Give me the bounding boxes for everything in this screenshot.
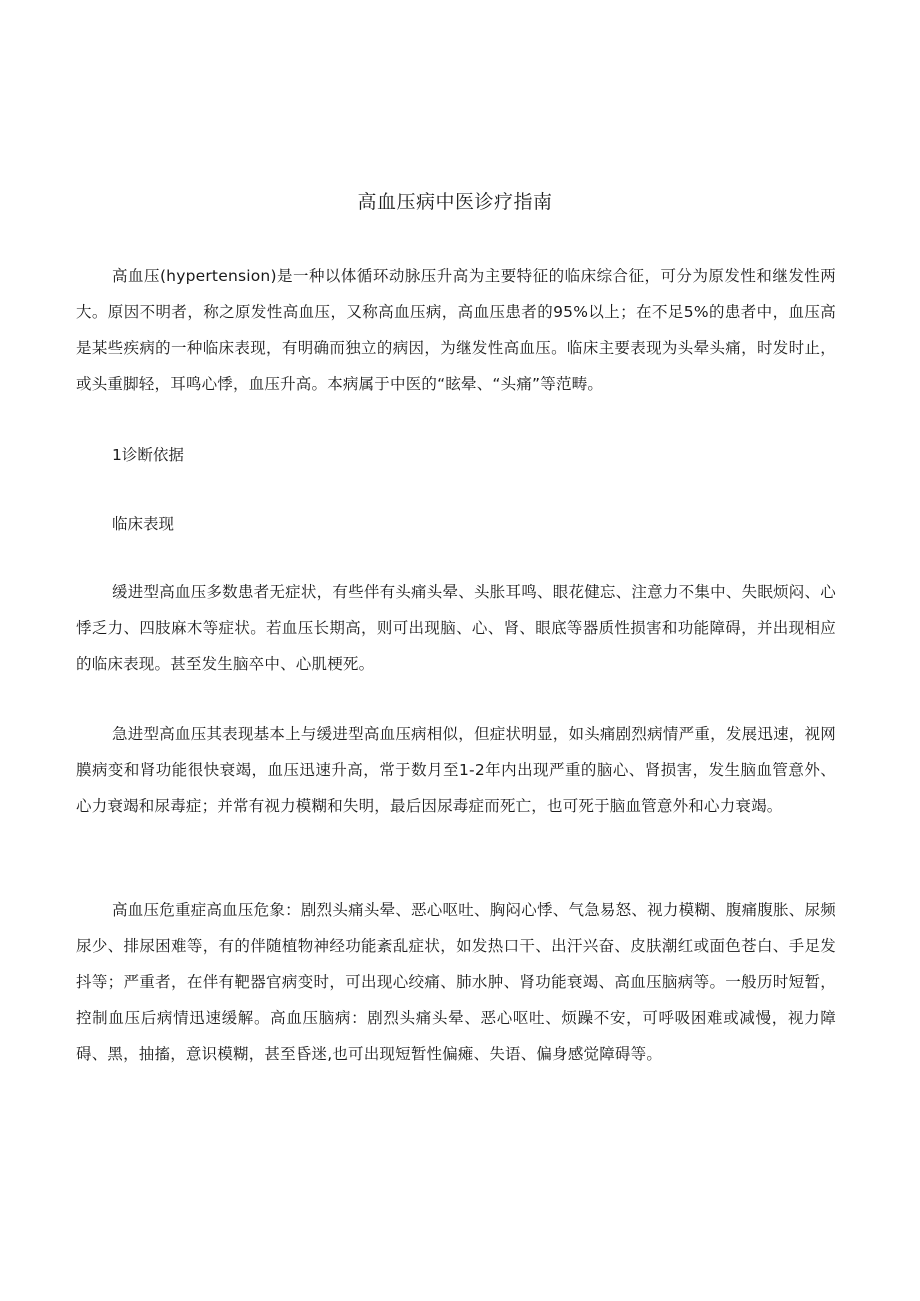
subsection-heading: 临床表现 (112, 515, 175, 533)
document-title: 高血压病中医诊疗指南 (357, 191, 553, 213)
section-heading: 1诊断依据 (112, 446, 184, 464)
crisis-paragraph: 高血压危重症高血压危象：剧烈头痛头晕、恶心呕吐、胸闷心悸、气急易怒、视力模糊、腹痛腹胀、尿频尿少、排尿困难等，有的伴随植物神经功能紊乱症状，如发热口干、出汗兴奋、皮肤潮红或面色苍白、手足发抖等；严重者，在伴有靶器官病变时，可出现心绞痛、肺水肿、肾功能衰竭、高血压脑病等。一般历时短暂，控制血压后病情迅速缓解。高血压脑病：剧烈头痛头晕、恶心呕吐、烦躁不安，可呼吸困难或减慢，视力障碍、黑，抽搐，意识模糊，甚至昏迷,也可出现短暂性偏瘫、失语、偏身感觉障碍等。 (76, 901, 836, 1063)
slow-type-paragraph: 缓进型高血压多数患者无症状，有些伴有头痛头晕、头胀耳鸣、眼花健忘、注意力不集中、失眠烦闷、心悸乏力、四肢麻木等症状。若血压长期高，则可出现脑、心、肾、眼底等器质性损害和功能障碍，并出现相应的临床表现。甚至发生脑卒中、心肌梗死。 (76, 583, 836, 673)
intro-paragraph: 高血压(hypertension)是一种以体循环动脉压升高为主要特征的临床综合征，可分为原发性和继发性两大。原因不明者，称之原发性高血压，又称高血压病，高血压患者的95%以上；在不足5%的患者中，血压高是某些疾病的一种临床表现，有明确而独立的病因，为继发性高血压。临床主要表现为头晕头痛，时发时止，或头重脚轻，耳鸣心悸，血压升高。本病属于中医的“眩晕、“头痛”等范畴。 (76, 267, 836, 393)
fast-type-paragraph: 急进型高血压其表现基本上与缓进型高血压病相似，但症状明显，如头痛剧烈病情严重，发展迅速，视网膜病变和肾功能很快衰竭，血压迅速升高，常于数月至1-2年内出现严重的脑心、肾损害，发生脑血管意外、心力衰竭和尿毒症；并常有视力模糊和失明，最后因尿毒症而死亡，也可死于脑血管意外和心力衰竭。 (76, 725, 836, 815)
